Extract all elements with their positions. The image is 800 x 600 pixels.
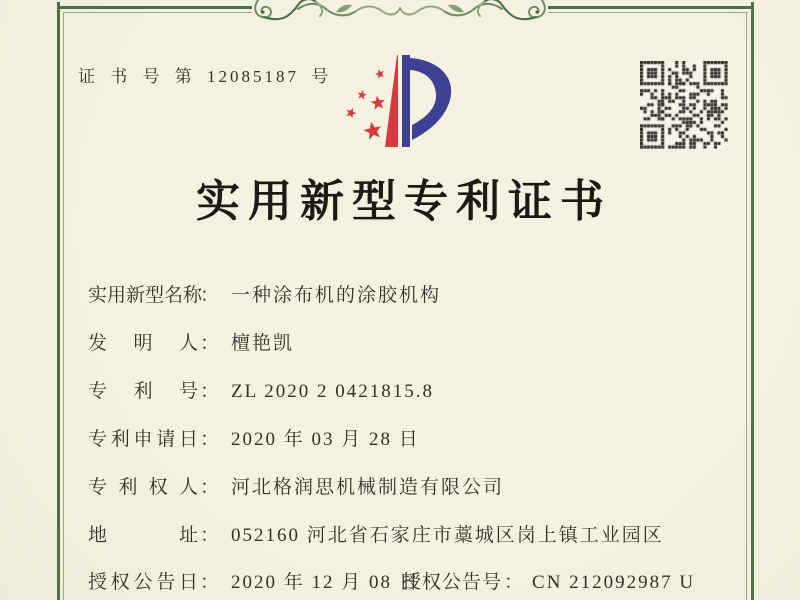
cnipa-patent-logo <box>333 46 465 174</box>
frame-left-line <box>57 2 60 600</box>
field-label: 实用新型名称 <box>88 285 203 306</box>
field-label: 专利申请日 <box>88 429 198 450</box>
field-label: 专利权人 <box>88 477 198 498</box>
top-scroll-ornament <box>252 0 548 23</box>
field-row-address <box>88 524 750 547</box>
field-colon: ： <box>200 477 220 498</box>
logo-red-wedge <box>385 55 398 147</box>
field-label: 专利号 <box>88 381 198 402</box>
field-value: 檀艳凯 <box>231 333 295 354</box>
field-label: 发明人 <box>88 333 198 354</box>
field-colon: ： <box>200 525 220 546</box>
field-value: 052160 河北省石家庄市藁城区岗上镇工业园区 <box>231 525 664 546</box>
field-row-grant-date <box>88 571 750 594</box>
field-colon: ： <box>200 381 220 402</box>
field-value: 2020 年 12 月 08 日 <box>231 572 420 593</box>
field-grant-number <box>402 571 695 594</box>
qr-code <box>640 61 728 149</box>
field-value: 2020 年 03 月 28 日 <box>231 429 420 450</box>
field-value: ZL 2020 2 0421815.8 <box>231 381 435 402</box>
cnipa-patent-logo-icon <box>333 46 465 174</box>
logo-blue-p <box>402 55 451 147</box>
five-stars-icon <box>345 68 386 141</box>
field-row-patentee <box>88 476 750 499</box>
field-value: CN 212092987 U <box>532 572 696 593</box>
frame-left-inner-line <box>63 12 64 600</box>
field-row-name <box>88 284 750 307</box>
scroll-ornament-icon <box>252 0 548 23</box>
field-label: 授权公告号 <box>402 572 503 593</box>
field-colon: ： <box>200 285 220 306</box>
field-value: 一种涂布机的涂胶机构 <box>231 285 442 306</box>
certificate-number: 证 书 号 第 12085187 号 <box>78 67 332 86</box>
field-row-inventor <box>88 332 750 355</box>
field-value: 河北格润思机械制造有限公司 <box>231 477 505 498</box>
frame-right-line <box>751 2 754 600</box>
field-colon: ： <box>200 333 220 354</box>
field-label: 授权公告日 <box>88 572 198 593</box>
certificate-title: 实用新型专利证书 <box>196 177 612 226</box>
field-label: 地址 <box>88 525 198 546</box>
field-row-patent-number <box>88 380 750 403</box>
field-colon: ： <box>200 572 220 593</box>
field-colon: ： <box>200 429 220 450</box>
field-colon: ： <box>504 572 524 593</box>
field-row-filing-date <box>88 428 750 451</box>
